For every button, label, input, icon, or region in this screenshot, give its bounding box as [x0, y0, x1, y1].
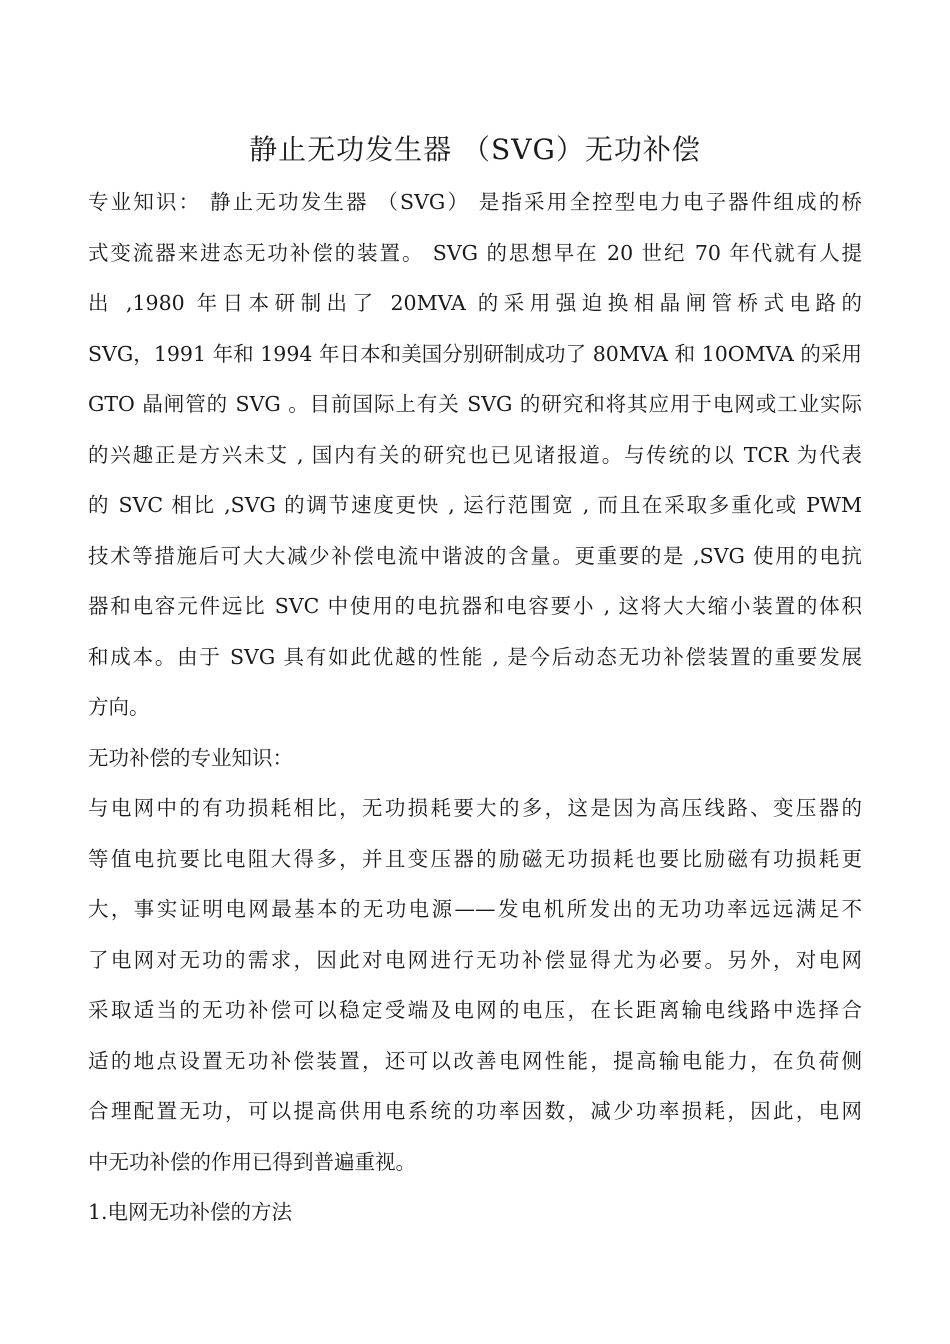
- paragraph-line: 了电网对无功的需求，因此对电网进行无功补偿显得尤为必要。另外，对电网: [88, 947, 862, 972]
- paragraph-line: 适的地点设置无功补偿装置，还可以改善电网性能，提高输电能力，在负荷侧: [88, 1048, 862, 1073]
- paragraph-line: 采取适当的无功补偿可以稳定受端及电网的电压，在长距离输电线路中选择合: [88, 998, 862, 1022]
- section-heading: 1.电网无功补偿的方法: [88, 1200, 293, 1224]
- paragraph-line: 等值电抗要比电阻大得多，并且变压器的励磁无功损耗也要比励磁有功损耗更: [88, 846, 862, 871]
- paragraph-line: 中无功补偿的作用已得到普遍重视。: [88, 1149, 416, 1174]
- paragraph-line: 和成本。由于 SVG 具有如此优越的性能 , 是今后动态无功补偿装置的重要发展: [88, 644, 862, 669]
- document-body: [88, 177, 862, 1238]
- paragraph-line: 技术等措施后可大大减少补偿电流中谐波的含量。更重要的是 ,SVG 使用的电抗: [88, 543, 862, 568]
- paragraph-line: 专业知识： 静止无功发生器 （SVG） 是指采用全控型电力电子器件组成的桥: [88, 190, 862, 214]
- paragraph-line: GTO 晶闸管的 SVG 。目前国际上有关 SVG 的研究和将其应用于电网或工业实际: [88, 392, 862, 416]
- paragraph-line: 方向。: [88, 695, 150, 719]
- paragraph-line: 大，事实证明电网最基本的无功电源——发电机所发出的无功功率远远满足不: [88, 897, 862, 921]
- paragraph-line: 与电网中的有功损耗相比，无功损耗要大的多，这是因为高压线路、变压器的: [88, 796, 862, 820]
- section-heading: 无功补偿的专业知识：: [88, 745, 293, 770]
- paragraph-line: 合理配置无功，可以提高供用电系统的功率因数，减少功率损耗，因此，电网: [88, 1099, 862, 1123]
- paragraph-line: SVG，1991 年和 1994 年日本和美国分别研制成功了 80MVA 和 10OMVA 的采用: [88, 341, 862, 366]
- paragraph-line: 的 SVC 相比 ,SVG 的调节速度更快 , 运行范围宽 , 而且在采取多重化或 PWM: [88, 493, 862, 517]
- document-title: 静止无功发生器 （SVG）无功补偿: [249, 133, 701, 166]
- paragraph-line: 的兴趣正是方兴未艾 , 国内有关的研究也已见诸报道。与传统的以 TCR 为代表: [88, 442, 862, 467]
- paragraph-line: 式变流器来进态无功补偿的装置。 SVG 的思想早在 20 世纪 70 年代就有人提: [88, 240, 862, 265]
- paragraph-line: 器和电容元件远比 SVC 中使用的电抗器和电容要小 , 这将大大缩小装置的体积: [88, 594, 862, 618]
- paragraph-line: 出 ,1980 年日本研制出了 20MVA 的采用强迫换相晶闸管桥式电路的: [88, 291, 862, 315]
